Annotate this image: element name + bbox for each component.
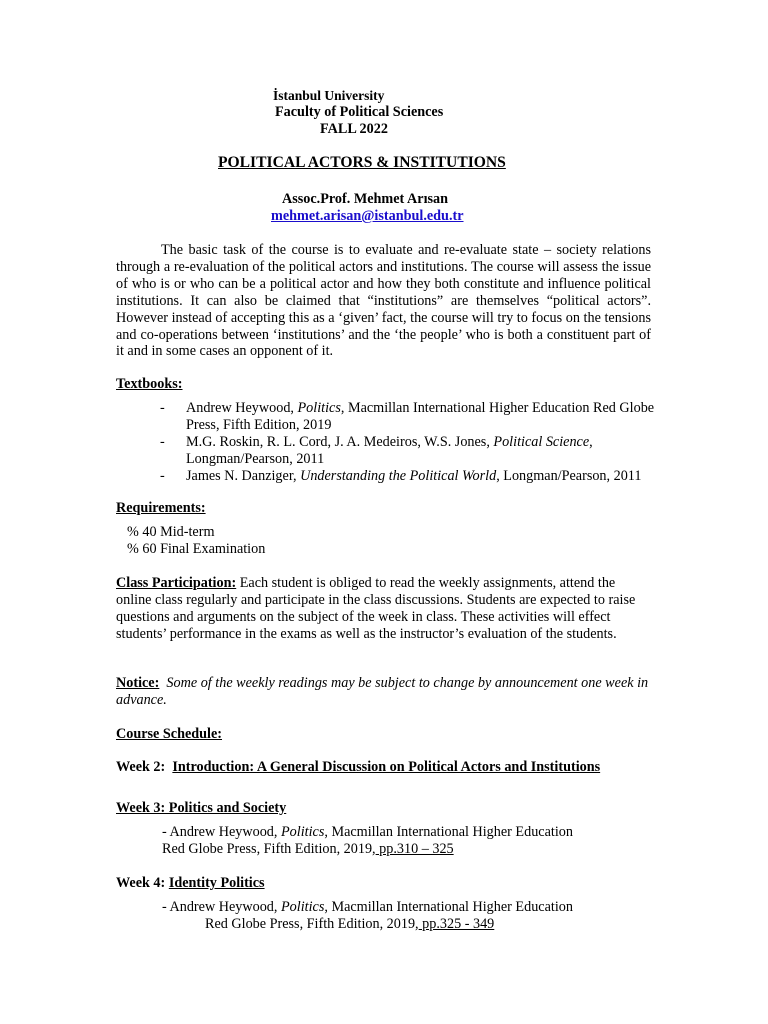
textbook-bullet: -	[160, 468, 165, 484]
week-4-reading-pages: Red Globe Press, Fifth Edition, 2019, pp.325 - 349	[205, 916, 495, 932]
participation-label: Class Participation:	[116, 575, 237, 591]
textbook-item: M.G. Roskin, R. L. Cord, J. A. Medeiros, W.S. Jones, Political Science, Longman/Pearson, 2011	[186, 434, 593, 467]
notice-label: Notice:	[116, 675, 160, 691]
notice-text: Some of the weekly readings may be subject to change by announcement one week in advance.	[116, 675, 649, 708]
textbook-bullet: -	[160, 434, 165, 450]
week-2-heading: Week 2: Introduction: A General Discussion on Political Actors and Institutions	[116, 759, 601, 775]
week-3-reading-pages: Red Globe Press, Fifth Edition, 2019, pp.310 – 325	[162, 841, 454, 857]
instructor-email-link[interactable]: mehmet.arisan@istanbul.edu.tr	[271, 208, 464, 224]
textbooks-heading: Textbooks:	[116, 376, 183, 392]
term: FALL 2022	[320, 121, 388, 137]
week-3-heading: Week 3: Politics and Society	[116, 800, 287, 816]
course-title: POLITICAL ACTORS & INSTITUTIONS	[218, 154, 506, 171]
week-2-title: Introduction: A General Discussion on Political Actors and Institutions	[172, 759, 601, 775]
textbook-item: James N. Danziger, Understanding the Political World, Longman/Pearson, 2011	[186, 468, 642, 484]
university-name: İstanbul University	[273, 88, 385, 103]
course-description: The basic task of the course is to evaluate and re-evaluate state – society relations through a re-evaluation of the political actors and institutions. The course will assess the issue of who is or who can be a political actor and how they both constitute and influence political institutions. It can also be claimed that “institutions” are themselves “political actors”. However instead of accepting this as a ‘given’ fact, the course will try to focus on the tensions and co-operations between ‘institutions’ and the ‘the people’ who is both a constituent part of it and in some cases an opponent of it.	[116, 242, 651, 360]
instructor-name: Assoc.Prof. Mehmet Arısan	[282, 191, 449, 207]
requirement-item: % 60 Final Examination	[127, 541, 266, 557]
notice	[116, 675, 651, 709]
requirements-heading: Requirements:	[116, 500, 206, 516]
class-participation	[116, 575, 651, 643]
faculty-name: Faculty of Political Sciences	[275, 104, 444, 120]
participation-text: Each student is obliged to read the weekly assignments, attend the online class regularly and participate in the class discussions. Students are expected to raise questions and arguments on the subject of the week in class. These activities will effect students’ performance in the exams as well as the instructor’s evaluation of the students.	[116, 575, 636, 642]
week-3-reading: - Andrew Heywood, Politics, Macmillan International Higher Education	[162, 824, 573, 840]
week-4-heading: Week 4: Identity Politics	[116, 875, 265, 891]
week-4-reading: - Andrew Heywood, Politics, Macmillan International Higher Education	[162, 899, 573, 915]
week-4-title: Identity Politics	[168, 875, 265, 891]
schedule-heading: Course Schedule:	[116, 726, 223, 742]
requirement-item: % 40 Mid-term	[127, 524, 215, 540]
textbook-item: Andrew Heywood, Politics, Macmillan International Higher Education Red Globe Press, Fifth Edition, 2019	[186, 400, 655, 433]
textbook-bullet: -	[160, 400, 165, 416]
